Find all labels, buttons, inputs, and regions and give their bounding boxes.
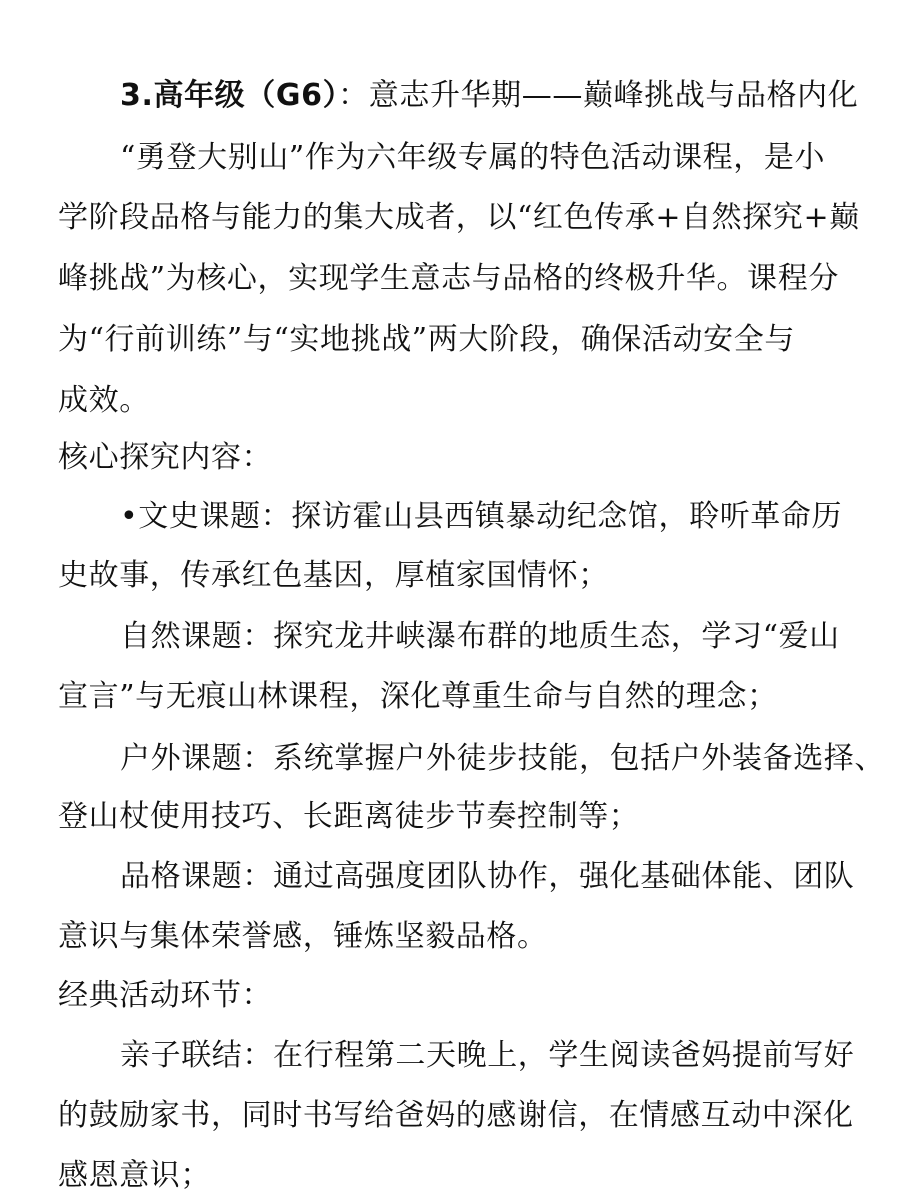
- classic-item-parent-line-2: 的鼓励家书，同时书写给爸妈的感谢信，在情感互动中深化: [58, 1098, 854, 1133]
- core-item-history-line-2: 史故事，传承红色基因，厚植家国情怀；: [58, 558, 609, 593]
- core-content-label: 核心探究内容：: [58, 440, 273, 475]
- core-item-nature-line-1: 自然课题：探究龙井峡瀑布群的地质生态，学习“爱山: [120, 619, 840, 654]
- section-heading: [120, 76, 858, 116]
- section-heading-title: ：意志升华期——巅峰挑战与品格内化: [338, 78, 859, 113]
- core-item-history-line-1: •文史课题：探访霍山县西镇暴动纪念馆，聆听革命历: [120, 499, 843, 534]
- section-heading-number: 3.高年级（G6）: [120, 78, 339, 113]
- intro-line-2: 学阶段品格与能力的集大成者，以“红色传承+自然探究+巅: [58, 200, 860, 235]
- core-item-outdoor-line-2: 登山杖使用技巧、长距离徒步节奏控制等；: [58, 799, 640, 834]
- intro-line-3: 峰挑战”为核心，实现学生意志与品格的终极升华。课程分: [58, 261, 839, 296]
- classic-activity-label: 经典活动环节：: [58, 978, 273, 1013]
- classic-item-parent-line-3: 感恩意识；: [58, 1158, 211, 1193]
- intro-line-1: “勇登大别山”作为六年级专属的特色活动课程，是小: [120, 140, 826, 175]
- core-item-outdoor-line-1: 户外课题：系统掌握户外徒步技能，包括户外装备选择、: [120, 741, 885, 776]
- classic-item-parent-line-1: 亲子联结：在行程第二天晚上，学生阅读爸妈提前写好: [120, 1038, 855, 1073]
- intro-line-4: 为“行前训练”与“实地挑战”两大阶段，确保活动安全与: [58, 322, 795, 357]
- intro-line-5: 成效。: [58, 383, 150, 418]
- core-item-character-line-2: 意识与集体荣誉感，锤炼坚毅品格。: [58, 919, 548, 954]
- core-item-character-line-1: 品格课题：通过高强度团队协作，强化基础体能、团队: [120, 859, 855, 894]
- core-item-nature-line-2: 宣言”与无痕山林课程，深化尊重生命与自然的理念；: [58, 679, 778, 714]
